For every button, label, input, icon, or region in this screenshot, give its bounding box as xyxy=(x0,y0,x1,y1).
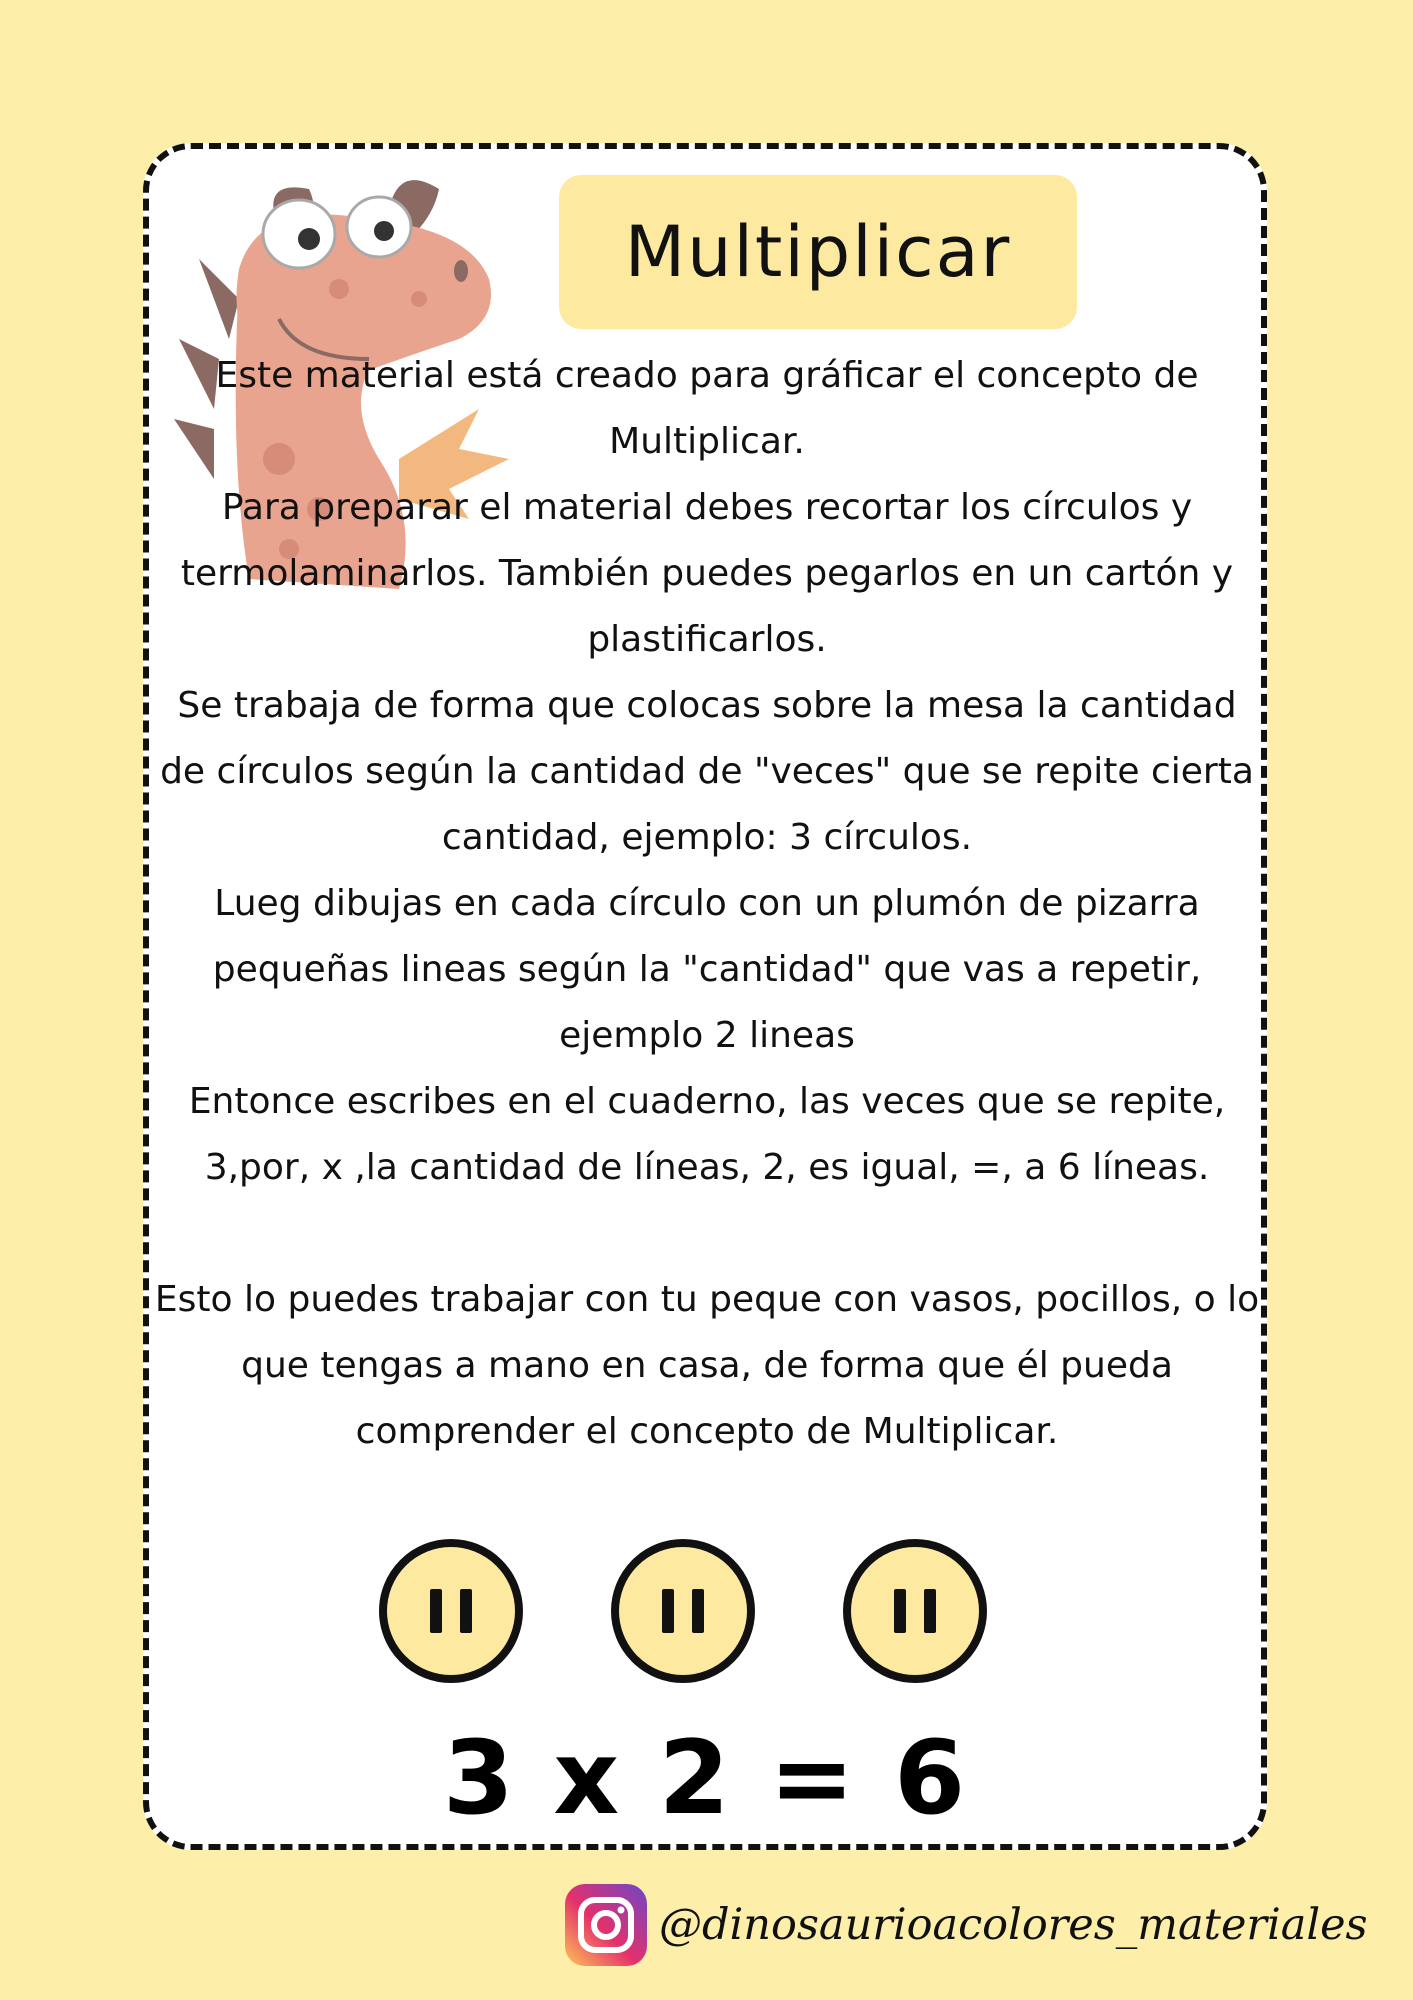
material-card xyxy=(143,143,1267,1850)
paragraph-home-practice: Esto lo puedes trabajar con tu peque con vasos, pocillos, o lo que tengas a mano en casa, de forma que él pueda comprender el concepto de Multiplicar. xyxy=(154,1279,1260,1452)
page-title: Multiplicar xyxy=(624,211,1012,293)
equation: 3 x 2 = 6 xyxy=(442,1719,968,1838)
example-circle xyxy=(611,1539,755,1683)
paragraph-preparation: Para preparar el material debes recortar los círculos y termolaminarlos. También puedes pegarlos en un cartón y plastificarlos. xyxy=(180,487,1234,660)
tally-line xyxy=(460,1589,472,1633)
tally-line xyxy=(430,1589,442,1633)
example-circle xyxy=(379,1539,523,1683)
tally-line xyxy=(894,1589,906,1633)
title-box xyxy=(559,175,1077,329)
instagram-link[interactable] xyxy=(565,1880,1368,1970)
tally-line xyxy=(662,1589,674,1633)
paragraph-intro: Este material está creado para gráficar el concepto de Multiplicar. xyxy=(215,355,1199,462)
instagram-icon xyxy=(565,1884,647,1966)
paragraph-lines: Lueg dibujas en cada círculo con un plumón de pizarra pequeñas lineas según la "cantidad" que vas a repetir, ejemplo 2 lineas xyxy=(212,883,1202,1056)
paragraph-notebook: Entonce escribes en el cuaderno, las veces que se repite, 3,por, x ,la cantidad de líneas, 2, es igual, =, a 6 líneas. xyxy=(188,1081,1226,1188)
example-circle xyxy=(843,1539,987,1683)
paragraph-circles: Se trabaja de forma que colocas sobre la mesa la cantidad de círculos según la cantidad de "veces" que se repite cierta cantidad, ejemplo: 3 círculos. xyxy=(160,685,1254,858)
instructions-text xyxy=(153,343,1261,1465)
spacer xyxy=(153,1201,1261,1267)
example-circles xyxy=(379,1539,999,1699)
tally-line xyxy=(692,1589,704,1633)
tally-line xyxy=(924,1589,936,1633)
instagram-handle[interactable]: @dinosaurioacolores_materiales xyxy=(659,1900,1368,1950)
